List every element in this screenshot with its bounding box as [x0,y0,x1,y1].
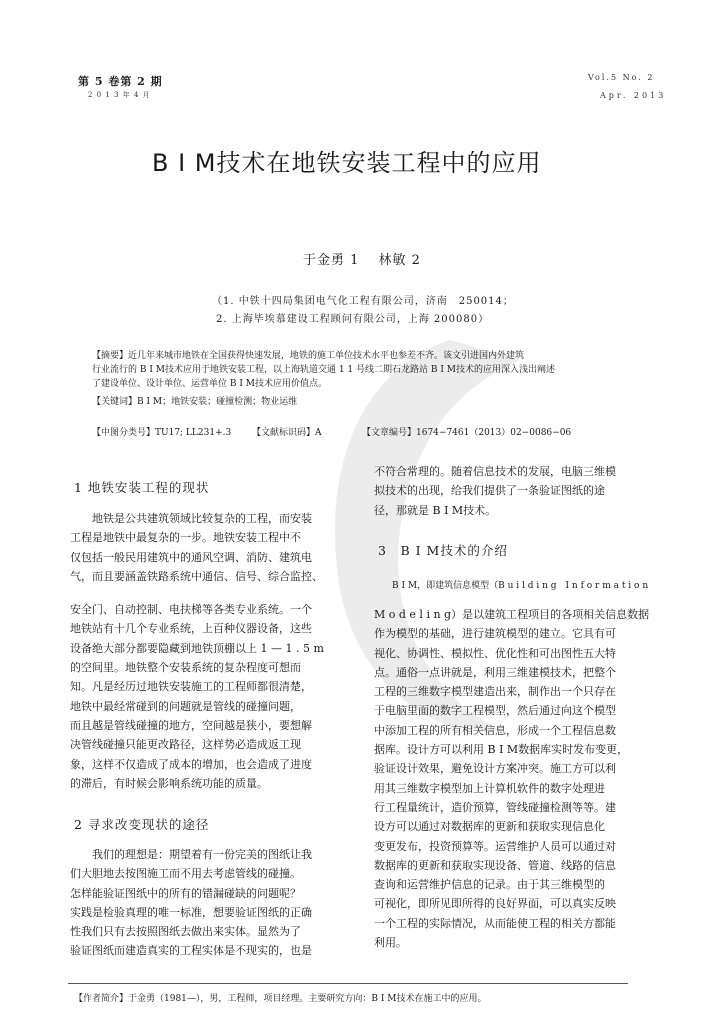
body-line: M o d e l i n g）是以建筑工程项目的各项相关信息数据 [374,608,650,621]
body-line: 设备绝大部分都要隐藏到地铁顶棚以上 1 — 1 . 5 m [70,641,324,655]
body-line: 实践是检验真理的唯一标准，想要验证图纸的正确 [70,905,312,919]
section-heading-3: 3 B I M技术的介绍 [378,543,508,558]
body-line: 工程的三维数字模型建造出来，制作出一个只存在 [374,685,616,699]
body-line: 中添加工程的所有相关信息，形成一个工程信息数 [374,723,616,737]
body-line: 变更发布，投资预算等。运营维护人员可以通过对 [374,839,616,853]
section-3-body [374,605,704,952]
body-line: 决管线碰撞只能更改路径，这样势必造成返工现 [70,738,301,752]
abstract-block [92,349,612,409]
body-line: 的滞后，有时候会影响系统功能的质量。 [70,776,268,790]
body-line: 安全门、自动控制、电扶梯等各类专业系统。一个 [70,603,312,617]
document-code: 【文献标识码】A [252,428,322,438]
journal-date: 2 0 1 3 年 4 月 [88,91,151,99]
abstract-line: 【摘要】近几年来城市地铁在全国获得快速发展，地铁的施工单位技术水平也参差不齐。该文引进国内外建筑 [92,351,525,361]
body-line: 利用。 [374,936,407,950]
body-line: 地铁中最经常碰到的问题就是管线的碰撞问题， [70,699,301,713]
body-line: 怎样能验证图纸中的所有的错漏碰缺的问题呢？ [70,886,301,900]
body-line: 查询和运营维护信息的记录。由于其三维模型的 [374,878,605,892]
bim-definition-line: B I M，即建筑信息模型（B u i l d i n g I n f o r m a t i o n [374,581,649,591]
clc-number: 【中图分类号】TU17; LL231+.3 [92,428,232,438]
paper-title: B I M技术在地铁安装工程中的应用 [152,149,542,177]
keywords-line: 【关键词】B I M；地铁安装；碰撞检测；物业运维 [92,397,298,407]
journal-volume: 第 5 卷第 2 期 [78,75,163,88]
body-line: 用其三维数字模型加上计算机软件的数字处理进 [374,781,605,795]
body-line: 验证设计效果，避免设计方案冲突。施工方可以利 [374,762,616,776]
right-column-intro [374,462,674,520]
journal-date-en: Apr. 2013 [600,91,667,100]
abstract-line: 行业流行的 B I M技术应用于地铁安装工程，以上海轨道交通 1 1 号线二期石龙路站 B I M技术的应用深入浅出阐述 [92,365,555,375]
section-heading-2: 2 寻求改变现状的途径 [74,817,210,832]
affiliation-line: 2. 上海毕埃慕建设工程顾问有限公司，上海 200080） [216,314,490,325]
section-1-body [70,509,370,793]
body-line: 于电脑里面的数字工程模型，然后通过向这个模型 [374,704,616,718]
abstract-line: 了建设单位、设计单位、运营单位 B I M技术应用价值点。 [92,379,327,389]
body-line: 仅包括一般民用建筑中的通风空调、消防、建筑电 [70,550,312,564]
footnote-divider [68,983,628,984]
body-line: 视化、协调性、模拟性、优化性和可出图性五大特 [374,646,616,660]
body-line: 验证图纸而建造真实的工程实体是不现实的，也是 [70,944,312,958]
affiliation-line: （1. 中铁十四局集团电气化工程有限公司，济南 250014； [212,296,514,307]
body-line: 地铁是公共建筑领域比较复杂的工程，而安装 [70,512,312,525]
section-2-body [70,845,370,961]
body-line: 一个工程的实际情况，从而能使工程的相关方都能 [374,916,616,930]
body-line: 作为模型的基础，进行建筑模型的建立。它具有可 [374,627,616,641]
author-line: 于金勇 1 林敏 2 [303,253,421,268]
author-footnote: 【作者简介】于金勇（1981—），男，工程师，项目经理。主要研究方向：B I M技术在施工中的应用。 [74,994,487,1004]
body-line: 工程是地铁中最复杂的一步。地铁安装工程中不 [70,531,301,545]
body-line: 性我们只有去按照图纸去做出来实体。显然为了 [70,925,301,939]
body-line: 我们的理想是：期望着有一份完美的图纸让我 [70,848,312,861]
body-line: 设方可以通过对数据库的更新和获取实现信息化 [374,820,605,834]
body-line: 们大胆地去按图施工而不用去考虑管线的碰撞。 [70,867,301,881]
body-line: 象，这样不仅造成了成本的增加，也会造成了进度 [70,757,312,771]
body-line: 据库。设计方可以利用 B I M数据库实时发布变更， [374,743,629,757]
body-line: 而且越是管线碰撞的地方，空间越是狭小，要想解 [70,718,312,732]
body-line: 拟技术的出现，给我们提供了一条验证图纸的途 [374,484,605,498]
body-line: 径，那就是 B I M技术。 [374,503,497,517]
body-line: 数据库的更新和获取实现设备、管道、线路的信息 [374,858,616,872]
article-number: 【文章编号】1674−7461（2013）02−0086−06 [362,428,572,438]
body-line: 知。凡是经历过地铁安装施工的工程师都很清楚， [70,680,312,694]
journal-volume-en: Vol.5 No. 2 [588,73,655,82]
body-line: 地铁站有十几个专业系统，上百种仪器设备，这些 [70,622,312,636]
body-line: 行工程量统计，造价预算，管线碰撞检测等等。建 [374,800,616,814]
body-line: 点。通俗一点讲就是，利用三维建模技术，把整个 [374,665,616,679]
body-line: 的空间里。地铁整个安装系统的复杂程度可想而 [70,661,301,675]
section-heading-1: 1 地铁安装工程的现状 [74,480,210,495]
body-line: 不符合常理的。随着信息技术的发展，电脑三维模 [374,465,616,478]
body-line: 可视化，即所见即所得的良好界面，可以真实反映 [374,897,616,911]
body-line: 气，而且要涵盖铁路系统中通信、信号、综合监控、 [70,569,323,583]
